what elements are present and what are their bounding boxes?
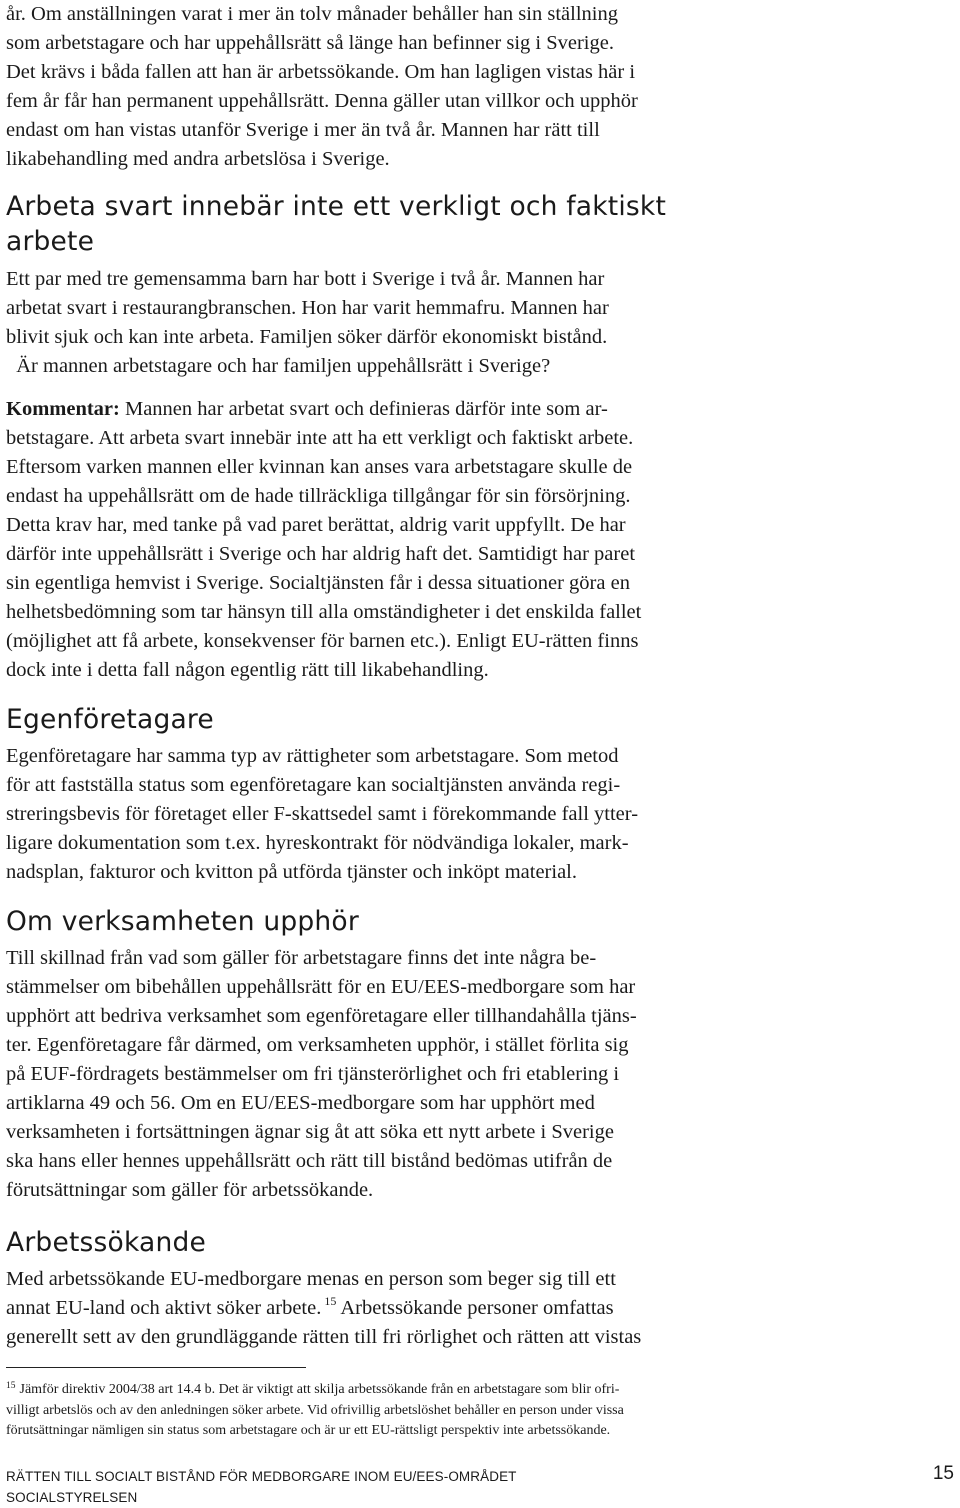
text-line: nadsplan, fakturor och kvitton på utförda tjänster och inköpt material. xyxy=(6,861,577,883)
footer-title: RÄTTEN TILL SOCIALT BISTÅND FÖR MEDBORGARE INOM EU/EES-OMRÅDET xyxy=(6,1469,517,1484)
text-line: Egenföretagare har samma typ av rättigheter som arbetstagare. Som metod xyxy=(6,745,619,767)
text-segment: Arbetssökande personer omfattas xyxy=(336,1297,614,1319)
page-footer xyxy=(6,1466,517,1508)
case-question: Är mannen arbetstagare och har familjen uppehållsrätt i Sverige? xyxy=(6,355,551,377)
text-line: Med arbetssökande EU-medborgare menas en person som beger sig till ett xyxy=(6,1268,616,1290)
text-line: sin egentliga hemvist i Sverige. Socialtjänsten får i dessa situationer göra en xyxy=(6,572,630,594)
text-line: förutsättningar som gäller för arbetssökande. xyxy=(6,1179,374,1201)
text-line: (möjlighet att få arbete, konsekvenser för barnen etc.). Enligt EU-rätten finns xyxy=(6,630,639,652)
text-line: verksamheten i fortsättningen ägnar sig åt att söka ett nytt arbete i Sverige xyxy=(6,1121,614,1143)
text-line: som arbetstagare och har uppehållsrätt så länge han befinner sig i Sverige. xyxy=(6,32,614,54)
arbetssokande-paragraph xyxy=(6,1265,766,1352)
text-segment: annat EU-land och aktivt söker arbete. xyxy=(6,1297,322,1319)
heading-line: Arbeta svart innebär inte ett verkligt och faktiskt xyxy=(6,191,667,222)
egenforetagare-paragraph xyxy=(6,742,766,887)
text-line: Eftersom varken mannen eller kvinnan kan anses vara arbetstagare skulle de xyxy=(6,456,633,478)
comment-paragraph xyxy=(6,395,766,685)
text-line: helhetsbedömning som tar hänsyn till alla omständigheter i det enskilda fallet xyxy=(6,601,642,623)
text-line: endast om han vistas utanför Sverige i mer än två år. Mannen har rätt till xyxy=(6,119,600,141)
footer-publisher: SOCIALSTYRELSEN xyxy=(6,1490,138,1505)
section-heading-arbeta-svart xyxy=(6,189,666,259)
section-heading-arbetssokande: Arbetssökande xyxy=(6,1227,207,1258)
text-line: stämmelser om bibehållen uppehållsrätt för en EU/EES-medborgare som har xyxy=(6,976,636,998)
text-line: på EUF-fördragets bestämmelser om fri tjänsterörlighet och fri etablering i xyxy=(6,1063,620,1085)
text-line: generellt sett av den grundläggande rätten till fri rörlighet och rätten att vistas xyxy=(6,1326,642,1348)
footnote-line xyxy=(6,1380,766,1401)
text-line xyxy=(6,395,766,424)
text-line xyxy=(6,1294,766,1323)
text-line: ska hans eller hennes uppehållsrätt och rätt till bistånd bedömas utifrån de xyxy=(6,1150,613,1172)
text-line: streringsbevis för företaget eller F-skattsedel samt i förekommande fall ytter- xyxy=(6,803,639,825)
text-line: blivit sjuk och kan inte arbeta. Familjen söker därför ekonomiskt bistånd. xyxy=(6,326,608,348)
text-line: för att fastställa status som egenföretagare kan socialtjänsten använda regi- xyxy=(6,774,621,796)
text-line: likabehandling med andra arbetslösa i Sverige. xyxy=(6,148,390,170)
upphor-paragraph xyxy=(6,944,766,1205)
section-heading-verksamheten-upphor: Om verksamheten upphör xyxy=(6,906,359,937)
section-heading-egenforetagare: Egenföretagare xyxy=(6,704,214,735)
text-line: upphört att bedriva verksamhet som egenföretagare eller tillhandahålla tjäns- xyxy=(6,1005,637,1027)
text-line: ter. Egenföretagare får därmed, om verksamheten upphör, i stället förlita sig xyxy=(6,1034,629,1056)
text-line: endast ha uppehållsrätt om de hade tillräckliga tillgångar för sin försörjning. xyxy=(6,485,631,507)
text-line: betstagare. Att arbeta svart innebär inte att ha ett verkligt och faktiskt arbete. xyxy=(6,427,634,449)
footnote-line: förutsättningar nämligen sin status som arbetstagare och är ur ett EU-rättsligt perspektiv inte arbetssökande. xyxy=(6,1423,611,1438)
text-line: ligare dokumentation som t.ex. hyreskontrakt för nödvändiga lokaler, mark- xyxy=(6,832,629,854)
text-line: därför inte uppehållsrätt i Sverige och har aldrig haft det. Samtidigt har paret xyxy=(6,543,636,565)
text-line: år. Om anställningen varat i mer än tolv månader behåller han sin ställning xyxy=(6,3,618,25)
heading-line: arbete xyxy=(6,226,95,257)
intro-paragraph xyxy=(6,0,766,174)
comment-first-line: Mannen har arbetat svart och definieras därför inte som ar- xyxy=(119,398,608,420)
text-line: Till skillnad från vad som gäller för arbetstagare finns det inte några be- xyxy=(6,947,597,969)
comment-label: Kommentar: xyxy=(6,398,120,420)
text-line: fem år får han permanent uppehållsrätt. Denna gäller utan villkor och upphör xyxy=(6,90,638,112)
footnote-reference[interactable]: 15 xyxy=(324,1294,337,1308)
case-description xyxy=(6,265,766,381)
footnote xyxy=(6,1380,766,1442)
page-number: 15 xyxy=(932,1463,954,1484)
text-line: arbetat svart i restaurangbranschen. Hon har varit hemmafru. Mannen har xyxy=(6,297,609,319)
footnote-number: 15 xyxy=(6,1381,16,1391)
text-line: dock inte i detta fall någon egentlig rätt till likabehandling. xyxy=(6,659,489,681)
text-line: Detta krav har, med tanke på vad paret berättat, aldrig varit uppfyllt. De har xyxy=(6,514,626,536)
text-line: Ett par med tre gemensamma barn har bott i Sverige i två år. Mannen har xyxy=(6,268,605,290)
text-line: Det krävs i båda fallen att han är arbetssökande. Om han lagligen vistas här i xyxy=(6,61,636,83)
footnote-text: Jämför direktiv 2004/38 art 14.4 b. Det är viktigt att skilja arbetssökande från en arbetstagare som blir ofri- xyxy=(19,1382,620,1397)
text-line: artiklarna 49 och 56. Om en EU/EES-medborgare som har upphört med xyxy=(6,1092,595,1114)
footnote-separator xyxy=(6,1367,306,1368)
footnote-line: villigt arbetslös och av den anledningen söker arbete. Vid ofrivillig arbetslöshet behåller en person under vissa xyxy=(6,1402,624,1418)
